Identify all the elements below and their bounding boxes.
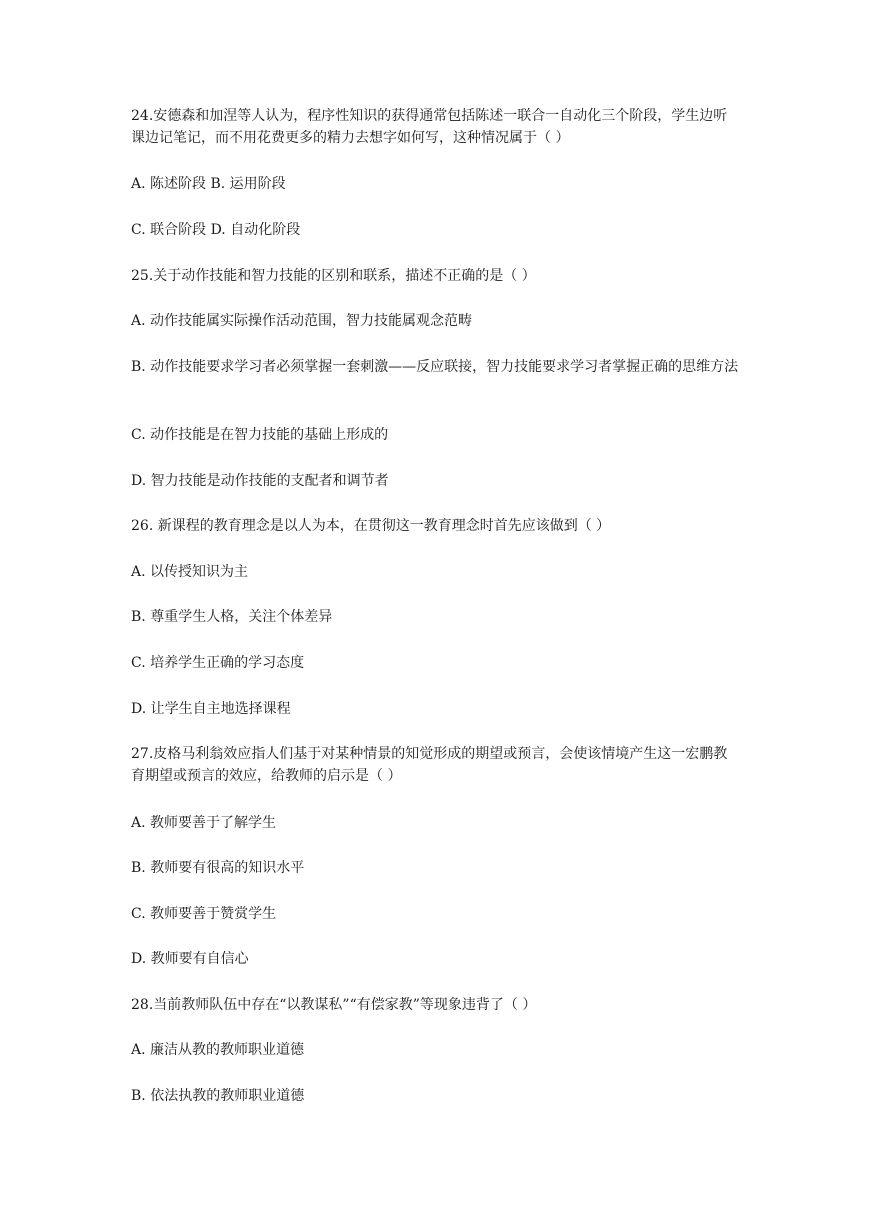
question-28-option-b: B. 依法执教的教师职业道德: [131, 1088, 305, 1104]
question-26-option-a: A. 以传授知识为主: [131, 564, 249, 580]
question-25-option-b: B. 动作技能要求学习者必须掌握一套刺激——反应联接，智力技能要求学习者掌握正确的思维方法: [131, 359, 739, 375]
question-27-option-d: D. 教师要有自信心: [131, 951, 249, 967]
question-24-options-cd: C. 联合阶段 D. 自动化阶段: [131, 222, 301, 238]
question-27-option-a: A. 教师要善于了解学生: [131, 815, 277, 831]
question-25-option-a: A. 动作技能属实际操作活动范围，智力技能属观念范畴: [131, 313, 473, 329]
question-27-stem: 27.皮格马利翁效应指人们基于对某种情景的知觉形成的期望或预言，会使该情境产生这一宏鹏教育期望或预言的效应，给教师的启示是（ ）: [131, 746, 728, 784]
question-25-stem: 25.关于动作技能和智力技能的区别和联系，描述不正确的是（ ）: [131, 268, 536, 284]
question-27-option-b: B. 教师要有很高的知识水平: [131, 860, 305, 876]
question-26-option-b: B. 尊重学生人格，关注个体差异: [131, 609, 333, 625]
question-25-option-c: C. 动作技能是在智力技能的基础上形成的: [131, 427, 389, 443]
question-25-option-d: D. 智力技能是动作技能的支配者和调节者: [131, 473, 389, 489]
question-28-option-a: A. 廉洁从教的教师职业道德: [131, 1042, 305, 1058]
question-26-option-c: C. 培养学生正确的学习态度: [131, 655, 305, 671]
question-27-option-c: C. 教师要善于赞赏学生: [131, 906, 277, 922]
question-26-stem: 26. 新课程的教育理念是以人为本，在贯彻这一教育理念时首先应该做到（ ）: [131, 518, 611, 534]
question-26-option-d: D. 让学生自主地选择课程: [131, 701, 291, 717]
question-24-options-ab: A. 陈述阶段 B. 运用阶段: [131, 176, 286, 192]
question-24-stem: 24.安德森和加涅等人认为，程序性知识的获得通常包括陈述一联合一自动化三个阶段，学生边听课边记笔记，而不用花费更多的精力去想字如何写，这种情况属于（ ）: [131, 108, 728, 146]
question-28-stem: 28.当前教师队伍中存在“以教谋私”“有偿家教”等现象违背了（ ）: [131, 997, 537, 1013]
